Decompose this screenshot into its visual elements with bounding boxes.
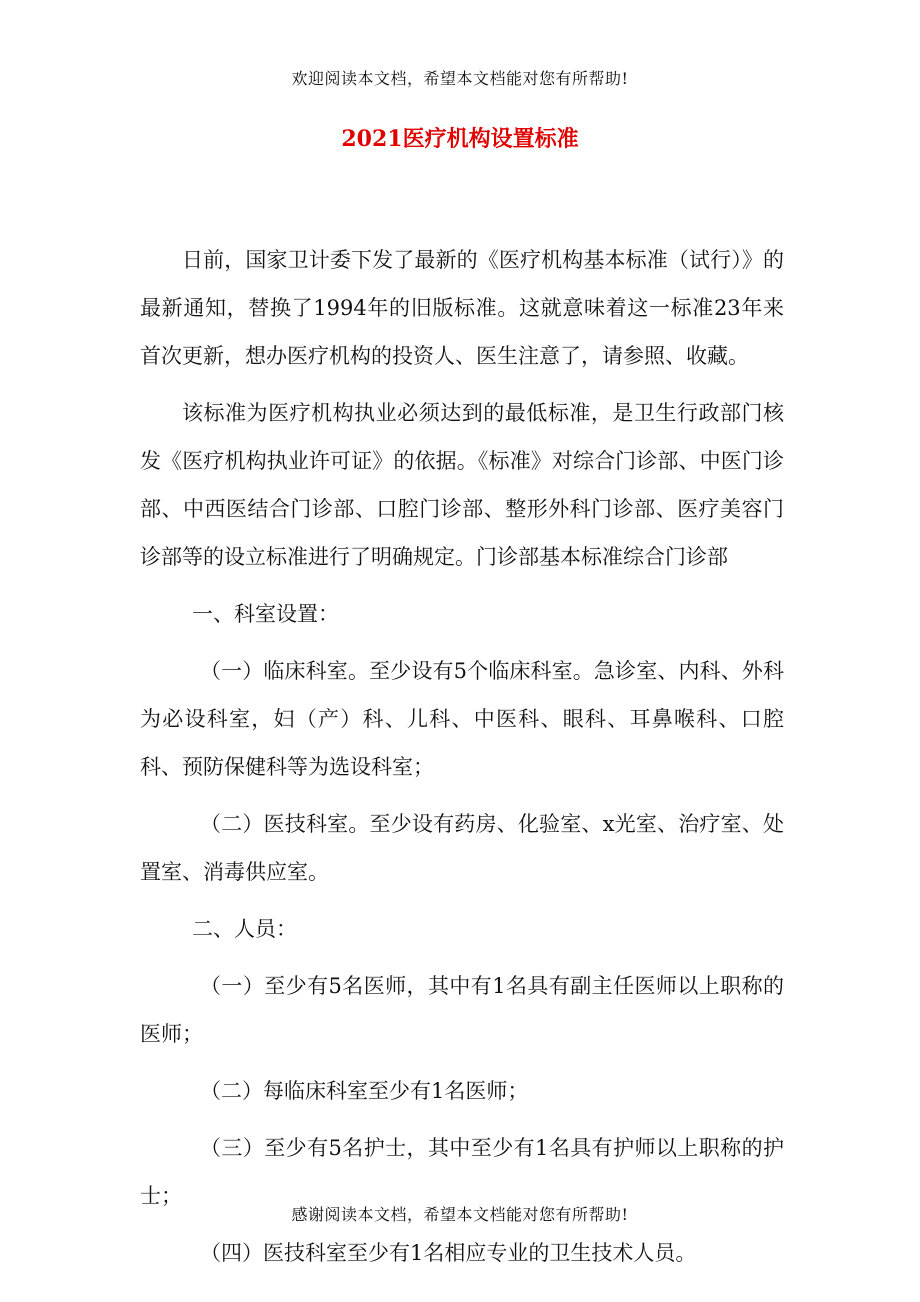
paragraph-standard-description: 该标准为医疗机构执业必须达到的最低标准，是卫生行政部门核发《医疗机构执业许可证》的依据。《标准》对综合门诊部、中医门诊部、中西医结合门诊部、口腔门诊部、整形外科门诊部、医疗美容门诊部等的设立标准进行了明确规定。门诊部基本标准综合门诊部 [140,401,784,569]
document-body [140,236,784,1277]
paragraph-intro: 日前，国家卫计委下发了最新的《医疗机构基本标准（试行）》的最新通知，替换了1994年的旧版标准。这就意味着这一标准23年来首次更新，想办医疗机构的投资人、医生注意了，请参照、收藏。 [140,248,784,368]
list-item-medical-tech-departments: （二）医技科室。至少设有药房、化验室、x光室、治疗室、处置室、消毒供应室。 [140,812,784,884]
document-title: 2021医疗机构设置标准 [341,126,579,152]
list-item-technicians: （四）医技科室至少有1名相应专业的卫生技术人员。 [200,1241,697,1265]
page-header: 欢迎阅读本文档，希望本文档能对您有所帮助! [291,69,629,88]
list-item-physicians: （一）至少有5名医师，其中有1名具有副主任医师以上职称的医师； [140,974,784,1046]
list-item-physician-per-department: （二）每临床科室至少有1名医师； [200,1079,529,1103]
list-item-clinical-departments: （一）临床科室。至少设有5个临床科室。急诊室、内科、外科为必设科室，妇（产）科、儿科、中医科、眼科、耳鼻喉科、口腔科、预防保健科等为选设科室； [140,659,784,779]
list-item-nurses: （三）至少有5名护士，其中至少有1名具有护师以上职称的护士； [140,1136,784,1208]
section-heading-departments: 一、科室设置： [192,602,339,626]
section-heading-personnel: 二、人员： [192,917,297,941]
page-footer: 感谢阅读本文档，希望本文档能对您有所帮助! [291,1205,629,1224]
